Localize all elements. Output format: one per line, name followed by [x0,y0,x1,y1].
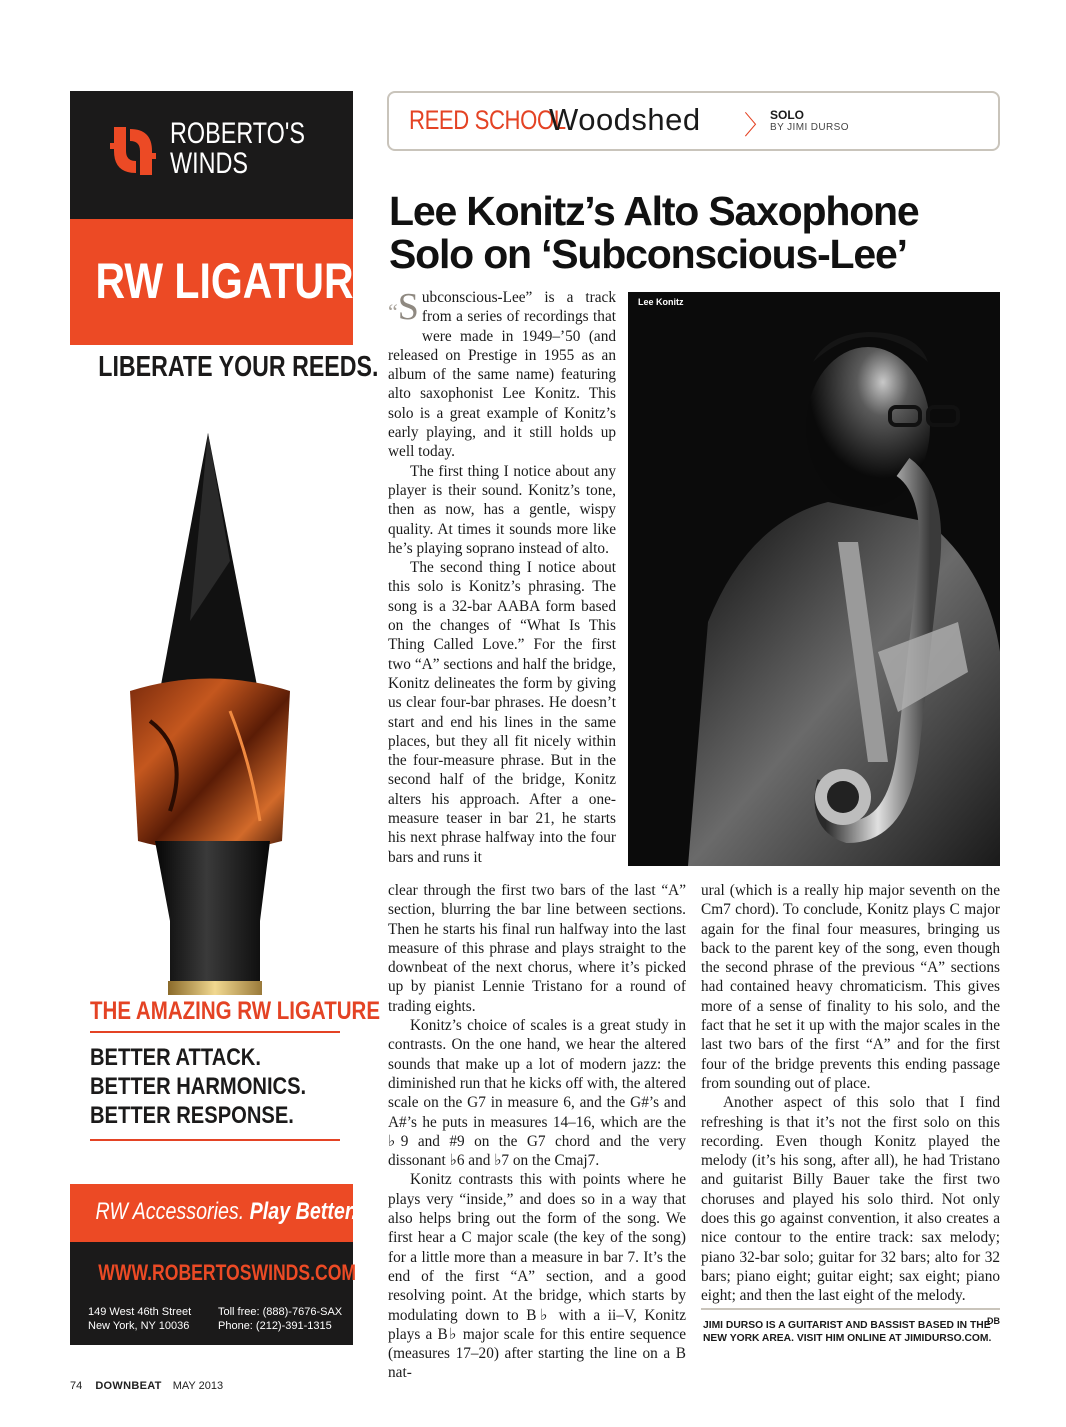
saxophonist-photo-image [628,292,1000,866]
section-name: REED SCHOOL [409,105,566,135]
paragraph-text: ubconscious-Lee” is a track from a series of recordings that were made in 1949–’50 (and released on Prestige in 1955 as an album of the same name) featuring alto saxophonist Lee Konitz. This solo is a great example of Konitz’s early playing, and it still holds up well today. [388,289,616,461]
photo-credit: DOWNBEAT ARCHIVES [1009,767,1019,856]
ad-feature-list [90,1043,360,1130]
dropcap [388,286,419,329]
department-name: Woodshed [549,102,701,137]
article-column-1-top [388,288,616,882]
end-mark: DB [987,1315,1000,1326]
ad-title-banner [70,219,381,345]
ad-tagline: LIBERATE YOUR REEDS. [98,351,379,383]
article-paragraph [388,288,616,462]
chevron-right-icon: 〉 [744,111,771,141]
ad-slogan [95,1198,357,1226]
article-paragraph: Konitz contrasts this with points where he plays very “inside,” and does so in a way that also helps bring out the form of the song. We first hear a C major scale (the key of the song) for a little more than a measure in bar 7. It’s the end of the first “A” section, and a good resolving point. At the bridge, which starts by modulating down to B♭ with a ii–V, Konitz plays a B♭ major scale for this entire sequence (measures 17–20) after starting the line on a B nat- [388,1171,686,1382]
article-headline [389,190,1009,276]
lee-konitz-photo [628,292,1019,866]
ad-slogan-part2: Play Better. [249,1198,357,1225]
open-quote: “ [388,299,398,324]
paragraph-text: Another aspect of this solo that I find refreshing is that it’s not the first solo on this recording. Even though Konitz played the melody (it’s his song, after all), he had Tristano and guitarist Billy Bauer take the first two choruses and played his solo third. Not only does this go against convention, it also creates a nice contour to the entire track: sax melody; piano 32-bar solo; guitar for 32 bars; alto for 32 bars; piano eight; guitar eight; sax eight; piano eight; and then the last eight of the melody. [701,1094,1000,1305]
article-paragraph [701,1093,1000,1326]
topic-label: SOLO [770,108,805,122]
article-column-1-bottom [388,881,686,1382]
article-column-2-bottom [701,881,1000,1326]
ad-logo-text [170,119,303,179]
ad-contact-banner [70,1242,357,1345]
ad-address-line2: New York, NY 10036 [88,1320,190,1332]
headline-line2: Solo on ‘Subconscious-Lee’ [389,231,907,277]
page-folio [70,1380,223,1392]
ad-logo-line1: ROBERTO'S [170,117,305,150]
ad-feature-item: BETTER RESPONSE. [90,1102,294,1129]
ad-product-title: RW LIGATURE [95,253,381,309]
ad-slogan-part1: RW Accessories. [95,1198,245,1225]
article-paragraph: Konitz’s choice of scales is a great study in contrasts. On the one hand, we hear the altered sounds that make up a lot of modern jazz: the diminished run that he kicks off with, the altered scale on the G7 in measure 6, and the G#’s and A#’s he puts in measures 14–16, which are the ♭9 and #9 on the G7 chord and the very dissonant ♭6 and ♭7 on the Cmaj7. [388,1017,686,1170]
ad-slogan-banner [70,1184,357,1242]
issue-date: MAY 2013 [172,1380,224,1392]
ad-logo-banner [70,91,353,219]
ad-logo-line2: WINDS [170,147,248,180]
page-number: 74 [70,1380,83,1392]
dropcap-letter: S [397,286,419,328]
photo-caption: Lee Konitz [638,297,684,307]
ad-address [88,1305,191,1333]
bio-divider [701,1308,1000,1310]
ad-divider-top [90,1031,340,1033]
headline-line1: Lee Konitz’s Alto Saxophone [389,188,919,234]
ad-address-line1: 149 West 46th Street [88,1306,192,1318]
department-header [387,91,1000,151]
ad-phones [218,1305,342,1333]
roberto-winds-advertisement [70,91,381,1345]
ad-feature-heading: THE AMAZING RW LIGATURE [90,997,381,1025]
article-paragraph: clear through the first two bars of the last “A” section, blurring the bar line between sections. Then he starts his final run halfway into the last measure of this phrase and plays straight to the downbeat of the next chorus, where it’s picked up by pianist Lennie Tristano for a round of trading eights. [388,882,686,1015]
ad-website-link[interactable]: WWW.ROBERTOSWINDS.COM [98,1260,357,1285]
ad-tollfree: Toll free: (888)-7676-SAX [218,1306,343,1318]
ad-feature-item: BETTER HARMONICS. [90,1073,307,1100]
ad-divider-bottom [90,1139,340,1141]
magazine-name: DOWNBEAT [95,1380,162,1392]
article-paragraph: The second thing I notice about this solo is Konitz’s phrasing. The song is a 32-bar AABA form based on the changes of “What Is This Thing Called Love.” For the first two “A” sections and half the bridge, Konitz delineates the form by giving us clear four-bar phrases. He doesn’t start and end his lines in the same places, but they all fit nicely within the four-measure phrase. But in the second half of the bridge, Konitz alters his approach. After a one-measure teaser in bar 21, he starts his next phrase halfway into the four bars and runs it [388,559,616,866]
ad-phone: Phone: (212)-391-1315 [218,1320,332,1332]
ad-feature-item: BETTER ATTACK. [90,1044,261,1071]
byline: BY JIMI DURSO [770,122,849,133]
author-bio: JIMI DURSO IS A GUITARIST AND BASSIST BASED IN THE NEW YORK AREA. VISIT HIM ONLINE AT JIMIDURSO.COM. [703,1320,992,1344]
ligature-product-image [110,421,310,1011]
article-paragraph: ural (which is a really hip major seventh on the Cm7 chord). To conclude, Konitz plays C major again for the final four measures, bringing us back to the parent key of the song, even though the second phrase of the previous “A” sections had contained heavy chromaticism. This gives more of a sense of finality to his solo, and the fact that he set it up with the major scales in the last two bars of the first “A” and for the first four of the bridge prevents this ending passage from sounding out of place. [701,882,1000,1092]
roberto-winds-logo-icon [106,121,160,181]
article-paragraph: The first thing I notice about any player is their sound. Konitz’s tone, then as now, has a gentle, wispy quality. At times it sounds more like he’s playing soprano instead of alto. [388,462,616,557]
